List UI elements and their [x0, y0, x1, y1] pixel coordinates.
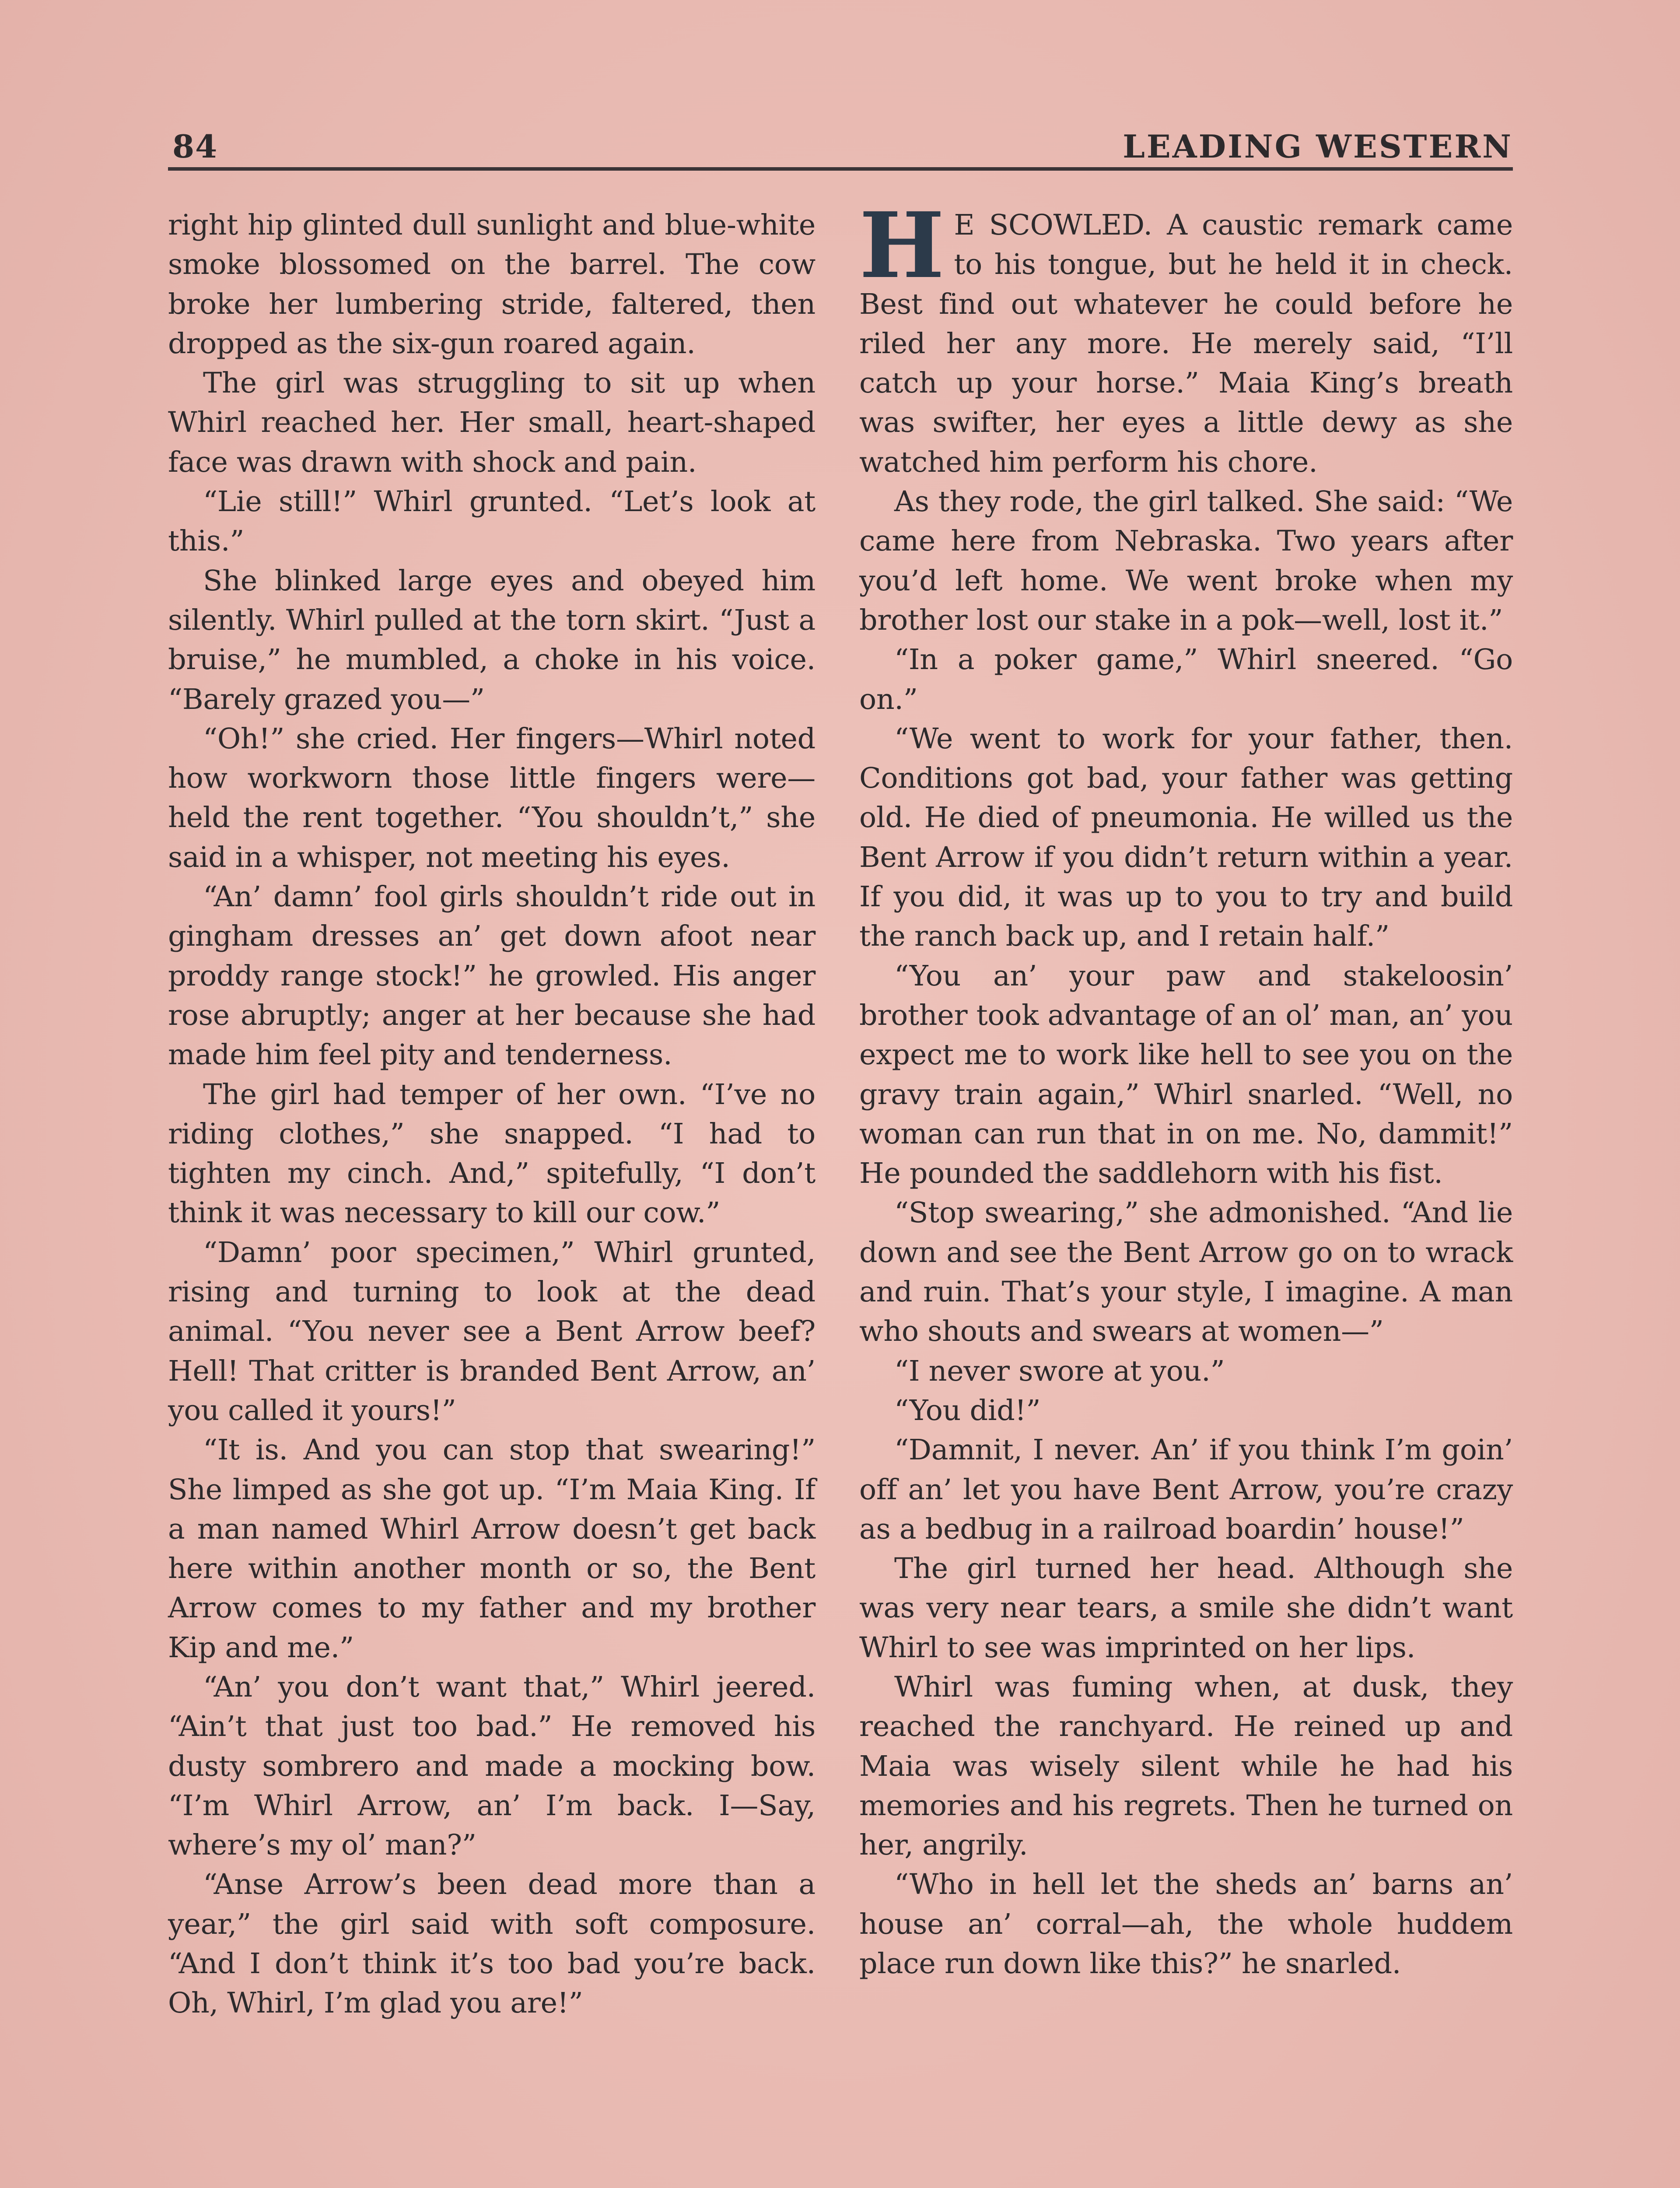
paragraph: “Damn’ poor specimen,” Whirl grunted, rising and turning to look at the dead animal. “You never see a Bent Arrow beef? Hell! That critter is branded Bent Arrow, an’ you called it yours!”: [168, 1236, 816, 1427]
paragraph: “I never swore at you.”: [894, 1354, 1225, 1388]
paragraph: “Anse Arrow’s been dead more than a year,” the girl said with soft composure. “And I don’t think it’s too bad you’re back. Oh, Whirl, I’m glad you are!”: [168, 1868, 816, 2020]
paragraph: The girl was struggling to sit up when Whirl reached her. Her small, heart-shaped face was drawn with shock and pain.: [168, 367, 816, 479]
paragraph: “In a poker game,” Whirl sneered. “Go on.”: [859, 643, 1513, 716]
page-number: 84: [172, 128, 218, 165]
drop-cap: H: [859, 193, 945, 298]
paragraph: “An’ damn’ fool girls shouldn’t ride out in gingham dresses an’ get down afoot near proddy range stock!” he growled. His anger rose abruptly; anger at her because she had made him feel pity and tenderness.: [168, 880, 816, 1072]
magazine-title: LEADING WESTERN: [1123, 128, 1513, 165]
paragraph: The girl turned her head. Although she was very near tears, a smile she didn’t want Whirl to see was imprinted on her lips.: [859, 1552, 1513, 1664]
page-header: [168, 128, 1513, 171]
paragraph: The girl had temper of her own. “I’ve no riding clothes,” she snapped. “I had to tighten my cinch. And,” spitefully, “I don’t think it was necessary to kill our cow.”: [168, 1078, 816, 1230]
paragraph: “Lie still!” Whirl grunted. “Let’s look at this.”: [168, 485, 816, 558]
opening-paragraph: [859, 193, 1513, 482]
paragraph: right hip glinted dull sunlight and blue-white smoke blossomed on the barrel. The cow broke her lumbering stride, faltered, then dropped as the six-gun roared again.: [168, 209, 816, 360]
paragraph: “You an’ your paw and stakeloosin’ brother took advantage of an ol’ man, an’ you expect me to work like hell to see you on the gravy train again,” Whirl snarled. “Well, no woman can run that in on me. No, dammit!” He pounded the saddlehorn with his fist.: [859, 959, 1513, 1190]
paragraph: As they rode, the girl talked. She said: “We came here from Nebraska. Two years after you’d left home. We went broke when my brother lost our stake in a pok—well, lost it.”: [859, 485, 1513, 637]
opening-paragraph-text: E SCOWLED. A caustic remark came to his tongue, but he held it in check. Best find out whatever he could before he riled her any more. He merely said, “I’ll catch up your horse.” Maia King’s breath was swifter, her eyes a little dewy as she watched him perform his chore.: [859, 209, 1513, 479]
paragraph: “Who in hell let the sheds an’ barns an’ house an’ corral—ah, the whole huddem place run down like this?” he snarled.: [859, 1868, 1513, 1981]
left-column: [168, 206, 816, 2023]
paragraph: “You did!”: [894, 1394, 1041, 1427]
paragraph: Whirl was fuming when, at dusk, they reached the ranchyard. He reined up and Maia was wisely silent while he had his memories and his regrets. Then he turned on her, angrily.: [859, 1670, 1513, 1862]
paragraph: “Stop swearing,” she admonished. “And lie down and see the Bent Arrow go on to wrack and ruin. That’s your style, I imagine. A man who shouts and swears at women—”: [859, 1196, 1513, 1348]
paragraph: “Damnit, I never. An’ if you think I’m goin’ off an’ let you have Bent Arrow, you’re crazy as a bedbug in a railroad boardin’ house!”: [859, 1434, 1513, 1546]
paragraph: “We went to work for your father, then. Conditions got bad, your father was getting old. He died of pneumonia. He willed us the Bent Arrow if you didn’t return within a year. If you did, it was up to you to try and build the ranch back up, and I retain half.”: [859, 722, 1513, 953]
paragraph: She blinked large eyes and obeyed him silently. Whirl pulled at the torn skirt. “Just a bruise,” he mumbled, a choke in his voice. “Barely grazed you—”: [168, 564, 816, 716]
paragraph: “It is. And you can stop that swearing!” She limped as she got up. “I’m Maia King. If a man named Whirl Arrow doesn’t get back here within another month or so, the Bent Arrow comes to my father and my brother Kip and me.”: [168, 1434, 816, 1664]
right-column: [859, 193, 1513, 1984]
paragraph: “Oh!” she cried. Her fingers—Whirl noted how workworn those little fingers were—held the rent together. “You shouldn’t,” she said in a whisper, not meeting his eyes.: [168, 722, 816, 874]
paragraph: “An’ you don’t want that,” Whirl jeered. “Ain’t that just too bad.” He removed his dusty sombrero and made a mocking bow. “I’m Whirl Arrow, an’ I’m back. I—Say, where’s my ol’ man?”: [168, 1670, 816, 1862]
